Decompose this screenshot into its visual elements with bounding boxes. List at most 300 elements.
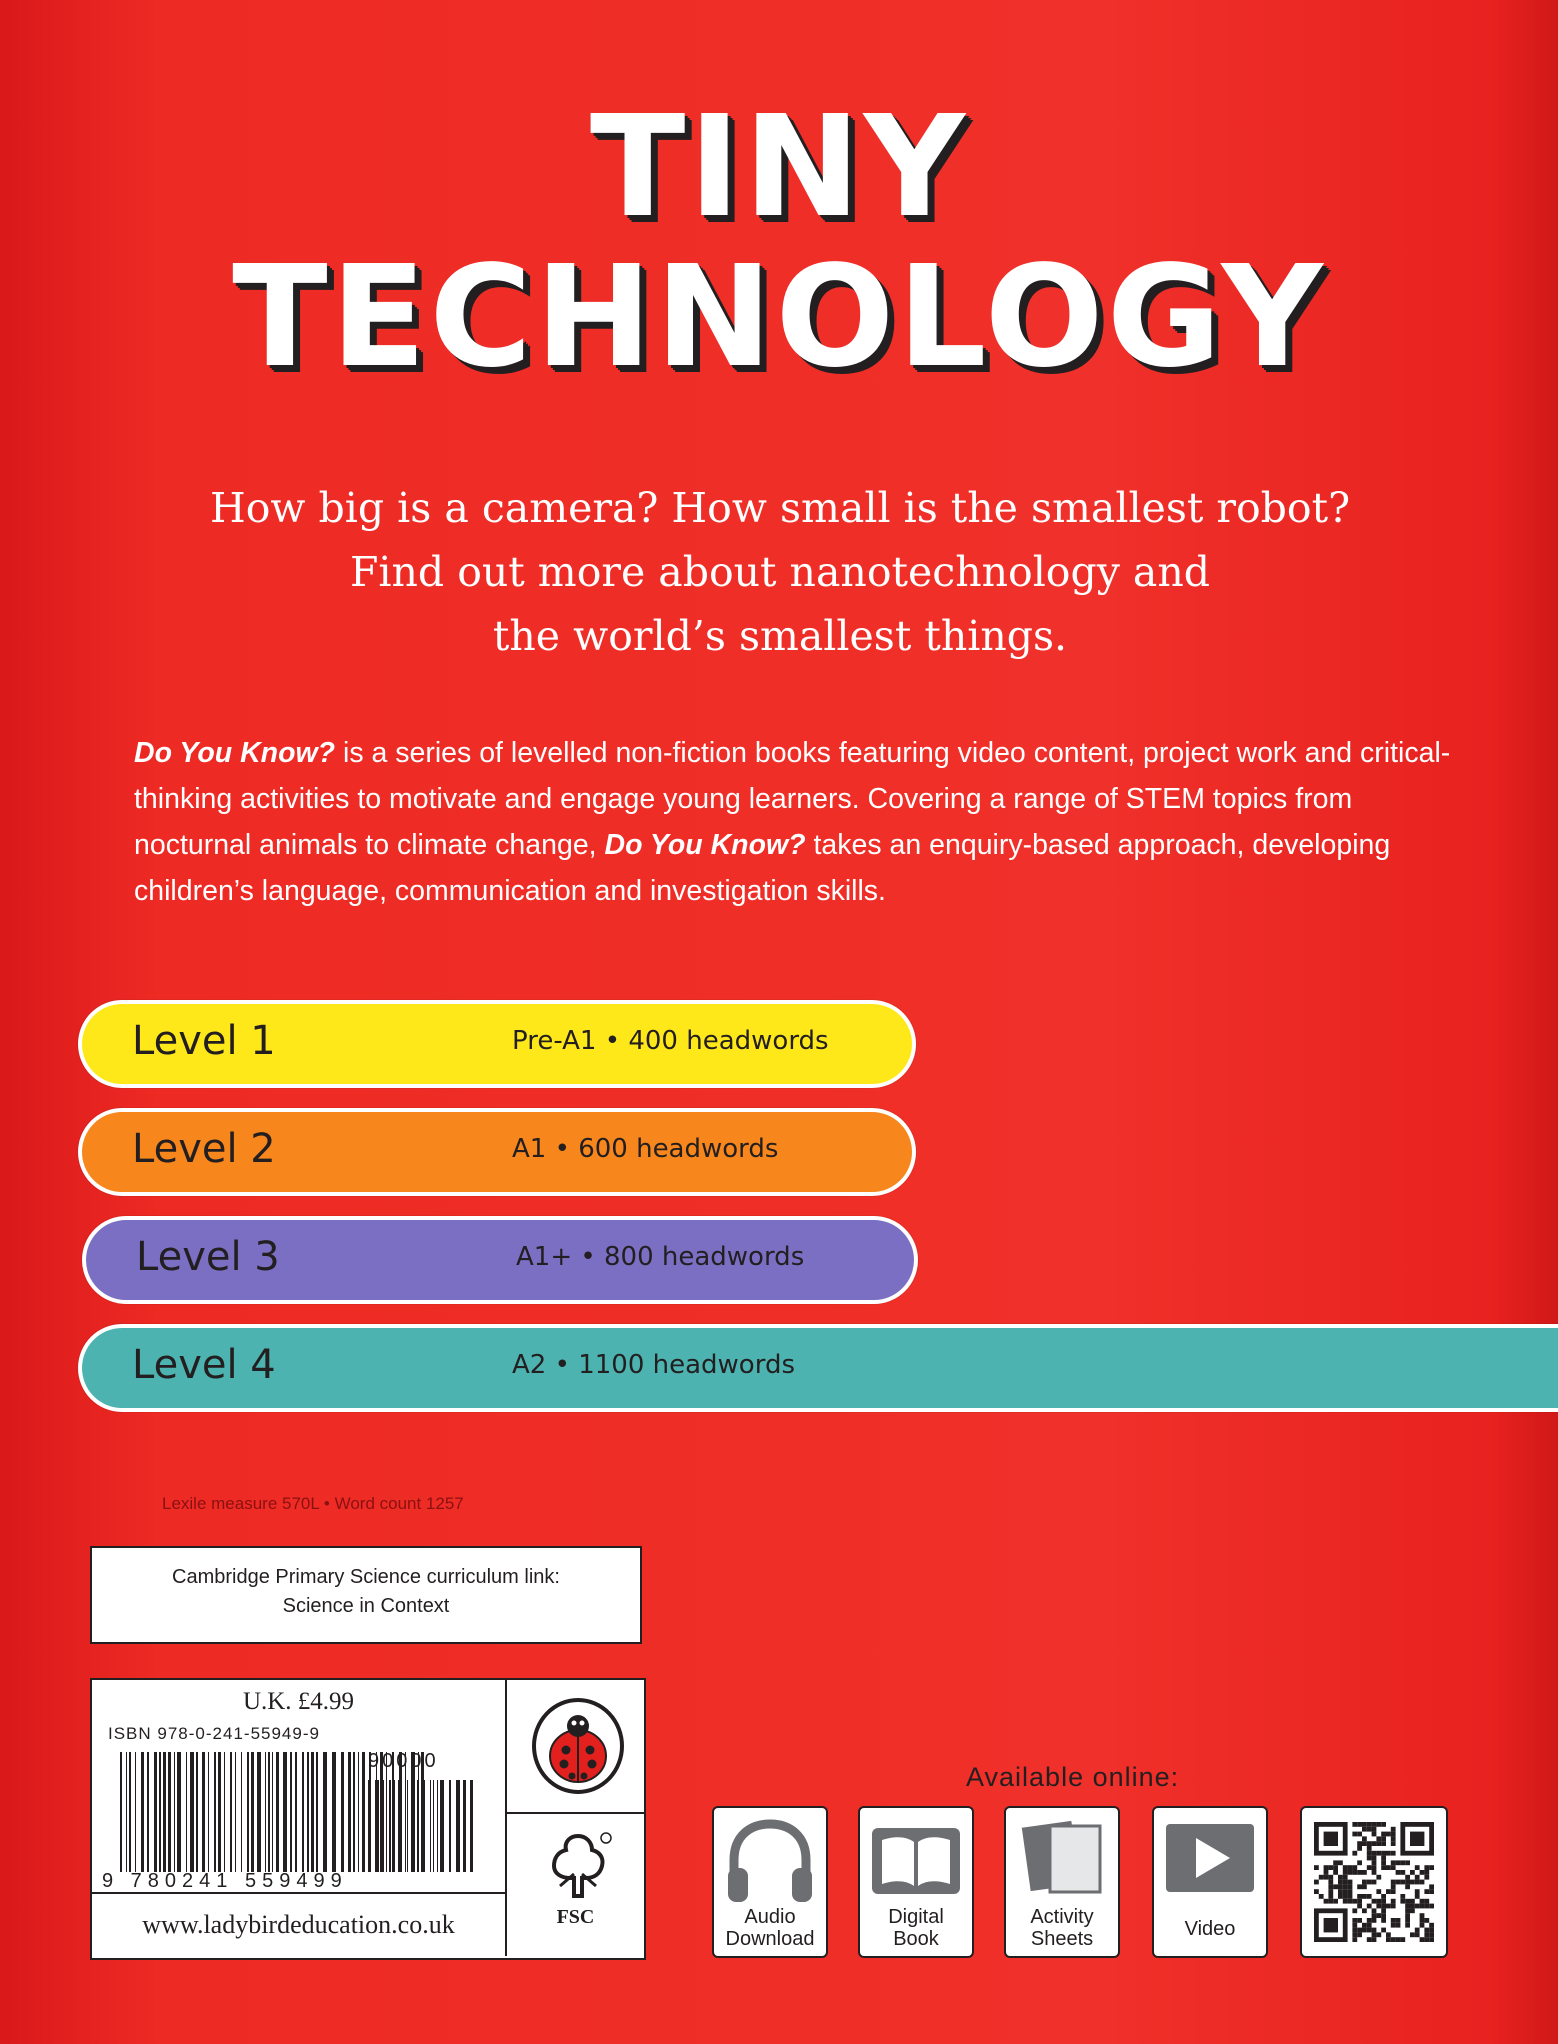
qr-module <box>1381 1899 1386 1904</box>
barcode-bar <box>407 1780 408 1872</box>
level-4-name: Level 4 <box>132 1342 276 1388</box>
fsc-label: FSC <box>556 1906 595 1928</box>
title-line-1: TINY <box>589 86 969 249</box>
qr-module <box>1338 1889 1343 1894</box>
qr-module <box>1396 1923 1401 1928</box>
title-line-2: TECHNOLOGY <box>232 236 1326 399</box>
barcode-addon: 90000 <box>368 1750 439 1772</box>
barcode-bar <box>323 1752 327 1872</box>
qr-module <box>1338 1880 1343 1885</box>
barcode-bar <box>417 1780 419 1872</box>
qr-module <box>1376 1875 1381 1880</box>
qr-module <box>1376 1932 1381 1937</box>
digital-book-label: Digital Book <box>888 1906 944 1950</box>
qr-module <box>1367 1880 1372 1885</box>
qr-module <box>1372 1822 1377 1827</box>
qr-module <box>1429 1904 1434 1909</box>
barcode-bar <box>398 1780 402 1872</box>
qr-module <box>1352 1937 1357 1942</box>
price: U.K. £4.99 <box>242 1688 355 1715</box>
qr-module <box>1386 1851 1391 1856</box>
qr-module <box>1391 1937 1396 1942</box>
qr-module <box>1424 1904 1429 1909</box>
qr-module <box>1391 1923 1396 1928</box>
qr-module <box>1415 1889 1420 1894</box>
qr-module <box>1391 1860 1396 1865</box>
headphones-icon <box>720 1814 820 1906</box>
isbn: ISBN 978-0-241-55949-9 <box>108 1724 320 1743</box>
qr-module <box>1376 1913 1381 1918</box>
qr-module <box>1429 1865 1434 1870</box>
qr-module <box>1324 1870 1329 1875</box>
barcode-bar <box>383 1780 384 1872</box>
qr-module <box>1362 1884 1367 1889</box>
qr-module <box>1367 1904 1372 1909</box>
qr-module <box>1352 1908 1357 1913</box>
barcode-bar <box>276 1752 279 1872</box>
qr-module <box>1405 1884 1410 1889</box>
qr-module <box>1372 1908 1377 1913</box>
qr-module <box>1343 1884 1348 1889</box>
qr-module <box>1420 1870 1425 1875</box>
qr-module <box>1376 1851 1381 1856</box>
qr-module <box>1362 1870 1367 1875</box>
series-text-2: takes an enquiry-based approach, developing children’s language, communication and investigation skills. <box>134 829 1391 907</box>
qr-module <box>1352 1918 1357 1923</box>
barcode-bar <box>202 1752 205 1872</box>
qr-module <box>1367 1918 1372 1923</box>
curriculum-box <box>90 1546 642 1644</box>
qr-finder <box>1410 1832 1424 1846</box>
qr-module <box>1352 1865 1357 1870</box>
qr-module <box>1328 1889 1333 1894</box>
qr-module <box>1391 1880 1396 1885</box>
qr-module <box>1352 1832 1357 1837</box>
level-2-desc: A1 • 600 headwords <box>512 1134 779 1164</box>
qr-module <box>1328 1894 1333 1899</box>
qr-module <box>1410 1908 1415 1913</box>
qr-module <box>1376 1899 1381 1904</box>
qr-module <box>1348 1880 1353 1885</box>
qr-module <box>1367 1822 1372 1827</box>
qr-module <box>1372 1913 1377 1918</box>
qr-module <box>1391 1832 1396 1837</box>
qr-code-icon <box>1314 1820 1434 1944</box>
qr-module <box>1328 1875 1333 1880</box>
qr-module <box>1405 1918 1410 1923</box>
barcode-bar <box>177 1752 181 1872</box>
level-4-desc: A2 • 1100 headwords <box>512 1350 795 1380</box>
barcode-bar <box>302 1752 304 1872</box>
qr-module <box>1357 1860 1362 1865</box>
qr-module <box>1410 1899 1415 1904</box>
qr-module <box>1424 1932 1429 1937</box>
barcode-bar <box>437 1780 438 1872</box>
qr-module <box>1415 1928 1420 1933</box>
series-name-2: Do You Know? <box>604 829 806 861</box>
qr-module <box>1343 1880 1348 1885</box>
qr-module <box>1391 1865 1396 1870</box>
barcode-bar <box>393 1780 395 1872</box>
qr-module <box>1357 1841 1362 1846</box>
barcode-bar <box>247 1752 249 1872</box>
qr-module <box>1372 1865 1377 1870</box>
qr-module <box>1381 1928 1386 1933</box>
qr-module <box>1405 1904 1410 1909</box>
barcode-bar <box>147 1752 149 1872</box>
qr-module <box>1405 1880 1410 1885</box>
qr-module <box>1338 1860 1343 1865</box>
curriculum-line-1: Cambridge Primary Science curriculum link: <box>172 1566 560 1588</box>
barcode-bar <box>174 1752 175 1872</box>
qr-module <box>1367 1846 1372 1851</box>
barcode-bar <box>272 1752 273 1872</box>
qr-module <box>1372 1827 1377 1832</box>
qr-module <box>1357 1870 1362 1875</box>
qr-module <box>1424 1918 1429 1923</box>
qr-module <box>1396 1937 1401 1942</box>
qr-module <box>1314 1889 1319 1894</box>
available-online-heading: Available online: <box>966 1762 1180 1792</box>
barcode-bar <box>358 1752 359 1872</box>
qr-module <box>1352 1923 1357 1928</box>
qr-module <box>1343 1870 1348 1875</box>
barcode-box <box>90 1678 646 1960</box>
barcode-bar <box>449 1780 451 1872</box>
blurb-line-2: Find out more about nanotechnology and <box>349 548 1211 596</box>
qr-module <box>1420 1899 1425 1904</box>
audio-download-tile[interactable] <box>712 1806 828 1958</box>
qr-module <box>1405 1923 1410 1928</box>
barcode-bar <box>190 1752 194 1872</box>
qr-module <box>1348 1899 1353 1904</box>
series-description <box>134 730 1474 914</box>
qr-module <box>1357 1822 1362 1827</box>
qr-module <box>1405 1899 1410 1904</box>
qr-module <box>1429 1889 1434 1894</box>
qr-module <box>1381 1851 1386 1856</box>
qr-module <box>1348 1870 1353 1875</box>
barcode-bar <box>126 1752 127 1872</box>
qr-module <box>1343 1894 1348 1899</box>
qr-module <box>1367 1851 1372 1856</box>
lexile-measure: Lexile measure 570L • Word count 1257 <box>162 1494 464 1513</box>
qr-module <box>1381 1918 1386 1923</box>
qr-module <box>1319 1894 1324 1899</box>
blurb-line-3: the world’s smallest things. <box>492 612 1068 660</box>
qr-module <box>1429 1884 1434 1889</box>
barcode-bar <box>290 1752 292 1872</box>
qr-module <box>1362 1822 1367 1827</box>
qr-module <box>1386 1889 1391 1894</box>
qr-module <box>1410 1904 1415 1909</box>
qr-module <box>1415 1875 1420 1880</box>
qr-module <box>1405 1875 1410 1880</box>
qr-module <box>1372 1918 1377 1923</box>
box-divider-horizontal <box>507 1812 644 1814</box>
qr-module <box>1410 1932 1415 1937</box>
qr-module <box>1424 1875 1429 1880</box>
level-2-bar <box>78 1108 916 1196</box>
qr-module <box>1324 1899 1329 1904</box>
qr-module <box>1367 1865 1372 1870</box>
qr-finder <box>1324 1832 1338 1846</box>
qr-module <box>1362 1827 1367 1832</box>
barcode-bar <box>456 1780 460 1872</box>
barcode-bar <box>283 1752 287 1872</box>
qr-module <box>1348 1865 1353 1870</box>
qr-module <box>1372 1851 1377 1856</box>
barcode-bar <box>412 1780 415 1872</box>
qr-module <box>1357 1904 1362 1909</box>
qr-module <box>1391 1918 1396 1923</box>
qr-module <box>1420 1880 1425 1885</box>
barcode-bar <box>295 1752 297 1872</box>
qr-module <box>1357 1928 1362 1933</box>
qr-module <box>1328 1884 1333 1889</box>
addon-bars <box>368 1780 478 1872</box>
qr-module <box>1391 1841 1396 1846</box>
qr-module <box>1372 1932 1377 1937</box>
publisher-url[interactable]: www.ladybirdeducation.co.uk <box>142 1910 455 1939</box>
qr-module <box>1372 1928 1377 1933</box>
barcode-bar <box>159 1752 161 1872</box>
level-1-desc: Pre-A1 • 400 headwords <box>512 1026 829 1056</box>
qr-module <box>1376 1841 1381 1846</box>
activity-sheets-label: Activity Sheets <box>1030 1906 1094 1950</box>
qr-module <box>1367 1894 1372 1899</box>
qr-module <box>1357 1918 1362 1923</box>
qr-module <box>1386 1904 1391 1909</box>
level-4-bar <box>78 1324 1558 1412</box>
qr-module <box>1367 1827 1372 1832</box>
qr-module <box>1381 1894 1386 1899</box>
qr-module <box>1362 1908 1367 1913</box>
barcode-bar <box>440 1780 444 1872</box>
qr-module <box>1429 1937 1434 1942</box>
qr-module <box>1343 1875 1348 1880</box>
qr-module <box>1372 1832 1377 1837</box>
barcode-bar <box>307 1752 309 1872</box>
blurb-line-1: How big is a camera? How small is the smallest robot? <box>209 484 1351 532</box>
qr-module <box>1424 1937 1429 1942</box>
qr-module <box>1357 1832 1362 1837</box>
qr-module <box>1391 1889 1396 1894</box>
barcode-bar <box>368 1780 371 1872</box>
level-3-name: Level 3 <box>136 1234 280 1280</box>
barcode-bar <box>251 1752 254 1872</box>
qr-module <box>1376 1904 1381 1909</box>
barcode-bar <box>168 1752 171 1872</box>
qr-finder <box>1324 1918 1338 1932</box>
qr-module <box>1391 1827 1396 1832</box>
qr-module <box>1376 1822 1381 1827</box>
level-3-bar <box>82 1216 918 1304</box>
book-icon <box>866 1814 966 1906</box>
barcode-bar <box>224 1752 225 1872</box>
qr-module <box>1357 1899 1362 1904</box>
barcode-bar <box>196 1752 198 1872</box>
barcode-bar <box>375 1780 379 1872</box>
barcode-bar <box>230 1752 232 1872</box>
qr-module <box>1343 1889 1348 1894</box>
qr-module <box>1367 1928 1372 1933</box>
qr-module <box>1396 1880 1401 1885</box>
qr-module <box>1324 1875 1329 1880</box>
barcode-bar <box>341 1752 344 1872</box>
qr-module <box>1396 1860 1401 1865</box>
fsc-tree-icon <box>542 1830 614 1902</box>
qr-module <box>1386 1937 1391 1942</box>
qr-module <box>1391 1884 1396 1889</box>
qr-module <box>1314 1865 1319 1870</box>
qr-module <box>1424 1865 1429 1870</box>
qr-module <box>1333 1860 1338 1865</box>
qr-module <box>1420 1923 1425 1928</box>
qr-module <box>1362 1880 1367 1885</box>
curriculum-line-2: Science in Context <box>282 1595 450 1617</box>
qr-module <box>1352 1822 1357 1827</box>
qr-module <box>1357 1884 1362 1889</box>
qr-module <box>1391 1899 1396 1904</box>
barcode-bar <box>208 1752 209 1872</box>
qr-module <box>1352 1870 1357 1875</box>
barcode-bar <box>311 1752 314 1872</box>
barcode-bar <box>214 1752 216 1872</box>
qr-module <box>1328 1865 1333 1870</box>
qr-module <box>1372 1870 1377 1875</box>
qr-module <box>1352 1899 1357 1904</box>
barcode-bar <box>422 1780 425 1872</box>
qr-module <box>1357 1894 1362 1899</box>
qr-module <box>1386 1865 1391 1870</box>
qr-module <box>1333 1884 1338 1889</box>
qr-module <box>1400 1894 1405 1899</box>
qr-module <box>1400 1937 1405 1942</box>
qr-module <box>1410 1870 1415 1875</box>
series-name: Do You Know? <box>134 737 336 769</box>
qr-module <box>1372 1899 1377 1904</box>
qr-module <box>1338 1884 1343 1889</box>
qr-module <box>1352 1932 1357 1937</box>
qr-module <box>1386 1832 1391 1837</box>
barcode-bar <box>332 1752 336 1872</box>
barcode-bar <box>257 1752 261 1872</box>
qr-module <box>1405 1913 1410 1918</box>
qr-module <box>1328 1880 1333 1885</box>
qr-module <box>1415 1894 1420 1899</box>
sheets-icon <box>1012 1814 1112 1906</box>
qr-module <box>1328 1899 1333 1904</box>
qr-module <box>1343 1865 1348 1870</box>
qr-module <box>1400 1880 1405 1885</box>
qr-module <box>1324 1865 1329 1870</box>
qr-module <box>1396 1870 1401 1875</box>
barcode-bar <box>120 1752 122 1872</box>
qr-module <box>1424 1899 1429 1904</box>
activity-sheets-tile[interactable] <box>1004 1806 1120 1958</box>
barcode-bar <box>186 1752 187 1872</box>
qr-module <box>1362 1836 1367 1841</box>
qr-module <box>1381 1832 1386 1837</box>
qr-module <box>1429 1923 1434 1928</box>
qr-module <box>1381 1908 1386 1913</box>
qr-module <box>1381 1865 1386 1870</box>
qr-module <box>1367 1923 1372 1928</box>
barcode-bar <box>163 1752 166 1872</box>
qr-module <box>1348 1884 1353 1889</box>
qr-module <box>1333 1870 1338 1875</box>
barcode-bar <box>135 1752 136 1872</box>
barcode-bar <box>268 1752 270 1872</box>
qr-module <box>1338 1894 1343 1899</box>
barcode-bar <box>154 1752 157 1872</box>
qr-module <box>1381 1822 1386 1827</box>
level-1-bar <box>78 1000 916 1088</box>
qr-module <box>1391 1904 1396 1909</box>
barcode-bar <box>241 1752 242 1872</box>
qr-module <box>1420 1904 1425 1909</box>
qr-module <box>1405 1908 1410 1913</box>
qr-module <box>1372 1856 1377 1861</box>
qr-module <box>1352 1851 1357 1856</box>
qr-module <box>1338 1875 1343 1880</box>
barcode-bar <box>348 1752 351 1872</box>
barcode-bar <box>470 1780 473 1872</box>
qr-module <box>1381 1913 1386 1918</box>
qr-module <box>1400 1899 1405 1904</box>
qr-module <box>1376 1836 1381 1841</box>
qr-module <box>1391 1851 1396 1856</box>
qr-module <box>1314 1880 1319 1885</box>
qr-module <box>1362 1841 1367 1846</box>
qr-module <box>1362 1923 1367 1928</box>
barcode-bar <box>430 1780 431 1872</box>
barcode-bar <box>129 1752 131 1872</box>
qr-module <box>1410 1880 1415 1885</box>
qr-module <box>1424 1889 1429 1894</box>
qr-module <box>1367 1937 1372 1942</box>
qr-module <box>1352 1928 1357 1933</box>
qr-code-tile[interactable] <box>1300 1806 1448 1958</box>
video-tile[interactable] <box>1152 1806 1268 1958</box>
barcode-ean: 9 780241 559499 <box>102 1870 348 1892</box>
qr-module <box>1420 1937 1425 1942</box>
qr-module <box>1348 1889 1353 1894</box>
qr-module <box>1362 1928 1367 1933</box>
barcode-bar <box>141 1752 144 1872</box>
level-3-desc: A1+ • 800 headwords <box>516 1242 805 1272</box>
level-2-name: Level 2 <box>132 1126 276 1172</box>
qr-module <box>1362 1894 1367 1899</box>
qr-module <box>1372 1937 1377 1942</box>
qr-module <box>1381 1856 1386 1861</box>
qr-module <box>1381 1860 1386 1865</box>
series-text-1: is a series of levelled non-fiction books featuring video content, project work and critical-thinking activities to motivate and engage young learners. Covering a range of STEM topics from nocturnal animals to climate change, <box>134 737 1451 861</box>
video-label: Video <box>1184 1918 1236 1940</box>
barcode-bar <box>362 1752 365 1872</box>
qr-module <box>1405 1860 1410 1865</box>
ladybird-logo-icon <box>530 1696 626 1796</box>
qr-module <box>1372 1860 1377 1865</box>
qr-module <box>1429 1932 1434 1937</box>
qr-module <box>1372 1841 1377 1846</box>
qr-module <box>1381 1836 1386 1841</box>
qr-module <box>1386 1932 1391 1937</box>
level-1-name: Level 1 <box>132 1018 276 1064</box>
qr-module <box>1357 1932 1362 1937</box>
digital-book-tile[interactable] <box>858 1806 974 1958</box>
